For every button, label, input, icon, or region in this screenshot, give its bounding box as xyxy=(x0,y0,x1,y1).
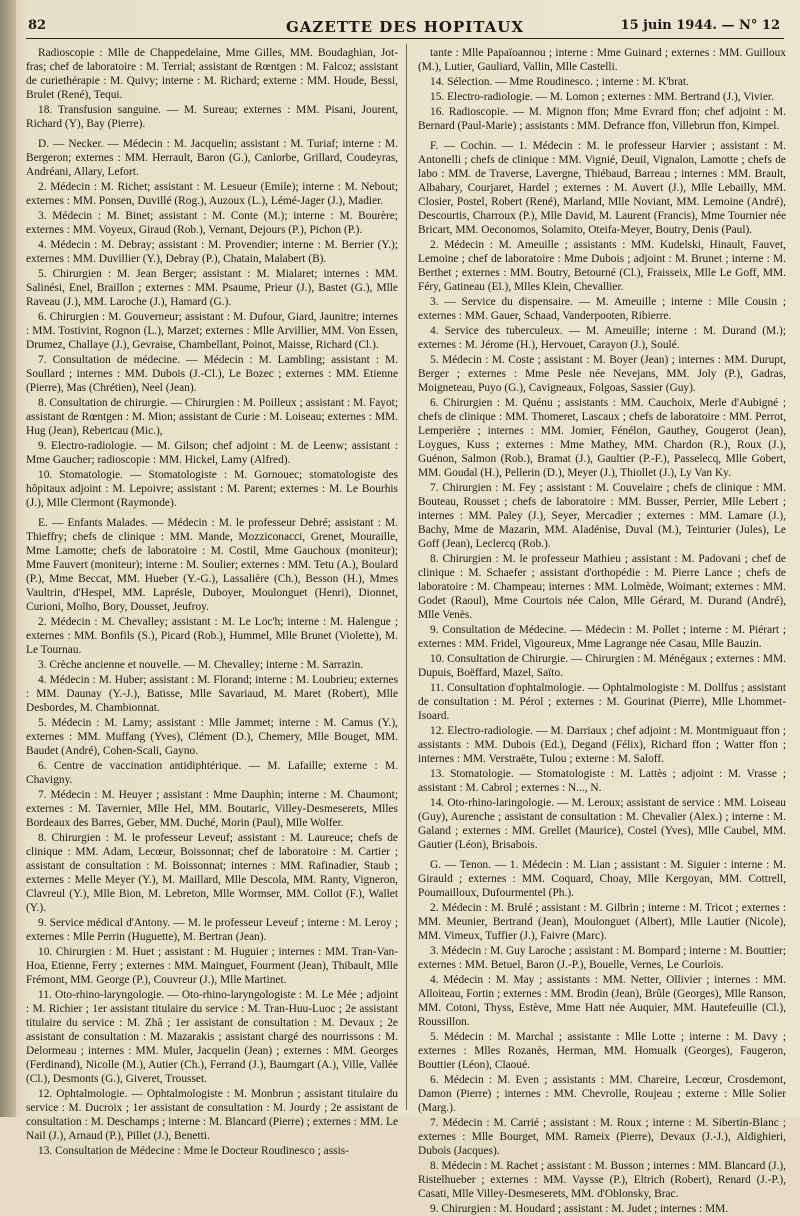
service-paragraph: 10. Stomatologie. — Stomatologiste : M. Gornouec; stomatologiste des hôpitaux adjoint : M. Lepoivre; assistant : M. Parent; externes : M. Le Bourhis (J.), Mlle Clermont (Raymonde). xyxy=(26,469,398,509)
left-column xyxy=(26,46,398,1157)
service-paragraph: 9. Service médical d'Antony. — M. le professeur Leveuf ; interne : M. Leroy ; externes : Mlle Perrin (Huguette), M. Bertran (Jean). xyxy=(26,917,398,943)
service-paragraph: 7. Médecin : M. Carrié ; assistant : M. Roux ; interne : M. Sibertin-Blanc ; externes : Mlle Bourget, MM. Rameix (Pierre), Devaux (J.-J.), Aldighieri, Dubois (Jacques). xyxy=(418,1117,786,1157)
section-paragraph: F. — Cochin. — 1. Médecin : M. le professeur Harvier ; assistant : M. Antonelli ; chefs de clinique : MM. Vignié, Deuil, Vignalon, Lamotte ; chefs de labo : MM. de Traverse, Lavergne, Thiébaud, Barreau ; internes : MM. Brault, Albahary, Courjaret, Hardel ; externes : M. Auvert (J.), Mlle Lebailly, MM. Closier, Postel, Robert (René), Marland, Mlle Noviant, MM. Lemoine (André), Descourtis, Charroux (P.), Mlle David, M. Laurent (Francis), Mme Tournier née Bricart, MM. Oeconomos, Solamito, Oteifa-Meyer, Boutry, Denis (Paul). xyxy=(418,140,786,236)
right-column xyxy=(418,46,786,1215)
page-number: 82 xyxy=(28,18,47,33)
service-paragraph: 6. Chirurgien : M. Quénu ; assistants : MM. Cauchoix, Merle d'Aubigné ; chefs de clinique : MM. Thomeret, Lascaux ; chefs de laboratoire : MM. Perrot, Lemperière ; internes : MM. Jomier, Fénélon, Gauthey, Gougerot (Jean), Loygues, Kuss ; externes : Mme Mathey, MM. Chardon (R.), Roux (J.), Guénon, Salmon (Rob.), Bramat (J.), Gaultier (P.-F.), Passelecq, Mlle Gobert, MM. Goudal (H.), Pellerin (D.), Meyer (J.), Thiollet (J.), Ly Van Ky. xyxy=(418,397,786,479)
issue-date: 15 juin 1944. — N° 12 xyxy=(620,18,780,33)
service-paragraph: 2. Médecin : M. Richet; assistant : M. Lesueur (Emile); interne : M. Nebout; externes : MM. Ponsen, Duvillé (Rog.), Auzoux (L.), Lémé-Jager (J.), Madier. xyxy=(26,181,398,207)
service-paragraph: 15. Electro-radiologie. — M. Lomon ; externes : MM. Bertrand (J.), Vivier. xyxy=(430,91,774,103)
journal-title: GAZETTE DES HOPITAUX xyxy=(285,18,524,36)
service-paragraph: 9. Consultation de Médecine. — Médecin : M. Pollet ; interne : M. Piérart ; externes : MM. Fridel, Vigoureux, Mme Lagrange née Casau, Mlle Bauzin. xyxy=(418,624,786,650)
service-paragraph: 6. Médecin : M. Even ; assistants : MM. Chareire, Lecœur, Crosdemont, Damon (Pierre) ; internes : MM. Chevrolle, Roujeau ; externe : Mlle Solier (Marg.). xyxy=(418,1074,786,1114)
service-paragraph: 11. Oto-rhino-laryngologie. — Oto-rhino-laryngologiste : M. Le Mée ; adjoint : M. Richier ; 1er assistant titulaire du service : M. Tran-Huu-Luoc ; 2e assistant titulaire du service : M. Zhâ ; 1er assistant de consultation : M. Devaux ; 2e assistant de consultation : M. Mazarakis ; assistant chargé des nourrissons : M. Delormeau ; internes : MM. Muler, Jacquelin (Jean) ; externes : MM. Georges (Ferdinand), Nicolle (M.), Autier (Ch.), Ferrand (J.), Baumgart (A.), Ville, Vallée (Cl.), Desmonts (G.), Giveret, Trousset. xyxy=(26,989,398,1085)
service-paragraph: 6. Centre de vaccination antidiphtérique. — M. Lafaille; externe : M. Chavigny. xyxy=(26,760,398,786)
service-paragraph: 7. Chirurgien : M. Fey ; assistant : M. Couvelaire ; chefs de clinique : MM. Bouteau, Rousset ; chefs de laboratoire : MM. Busser, Perrier, Mlle Lebert ; internes : MM. Paley (J.), Seyer, Mercadier ; externes : MM. Lamare (J.), Bachy, Mme de Mazarin, MM. Aladénise, Duval (M.), Teinturier (Jules), Le Goff (Jean), Leclercq (Rob.). xyxy=(418,482,786,550)
service-paragraph: 8. Chirurgien : M. le professeur Leveuf; assistant : M. Laureuce; chefs de clinique : MM. Adam, Lecœur, Boissonnat; chef de laboratoire : M. Cartier ; assistant de consultation : M. Boissonnat; internes : MM. Rafinadier, Staub ; externes : Melle Meyer (Y.), M. Maillard, Mlle Descola, MM. Ranty, Vigneron, Clavreul (Y.), Mlle Bion, M. Lebreton, Mlle Wormser, MM. Collot (F.), Wallet (Y.). xyxy=(26,832,398,914)
service-paragraph: 9. Electro-radiologie. — M. Gilson; chef adjoint : M. de Leenw; assistant : Mme Gaucher; radioscopie : MM. Hickel, Lamy (Alfred). xyxy=(26,440,398,466)
section-paragraph: G. — Tenon. — 1. Médecin : M. Lian ; assistant : M. Siguier : interne : M. Girauld ; externes : MM. Coquard, Choay, Mlle Kergoyan, MM. Cottrell, Poumailloux, Dufourmentel (Ph.). xyxy=(418,859,786,899)
service-paragraph: 3. — Service du dispensaire. — M. Ameuille ; interne : Mlle Cousin ; externes : MM. Gauer, Schaad, Vanderpooten, Ribierre. xyxy=(418,296,786,322)
section-paragraph: D. — Necker. — Médecin : M. Jacquelin; assistant : M. Turiaf; interne : M. Bergeron; externes : MM. Herrault, Baron (G.), Canlorbe, Grillard, Coudeyras, Andréani, Allary, Lefort. xyxy=(26,138,398,178)
service-paragraph: 14. Sélection. — Mme Roudinesco. ; interne : M. K'brat. xyxy=(430,76,689,88)
service-paragraph: 5. Médecin : M. Marchal ; assistante : Mlle Lotte ; interne : M. Davy ; externes : Mlles Rozanès, Herman, MM. Homualk (Georges), Faugeron, Bouttier (Léon), Claoué. xyxy=(418,1031,786,1071)
service-paragraph: tante : Mlle Papaïoannou ; interne : Mme Guinard ; externes : MM. Guilloux (M.), Lutier, Gauliard, Vallin, Mlle Castelli. xyxy=(418,47,786,73)
page-header xyxy=(26,10,784,39)
service-paragraph: 6. Chirurgien : M. Gouverneur; assistant : M. Dufour, Giard, Jaunitre; internes : MM. Tostivint, Rognon (L.), Marzet; externes : Mlle Arvillier, MM. Von Essen, Drumez, Challaye (J.), Gevraise, Chambellant, Poinot, Maisse, Richard (Cl.). xyxy=(26,311,398,351)
service-paragraph: 4. Médecin : M. Huber; assistant : M. Florand; interne : M. Loubrieu; externes : MM. Daunay (Y.-J.), Batisse, Mlle Savariaud, M. Maret (Robert), Mlle Desbordes, M. Chambionnat. xyxy=(26,674,398,714)
service-paragraph: 11. Consultation d'ophtalmologie. — Ophtalmologiste : M. Dollfus ; assistant de consultation : M. Pérol ; externes : M. Gourinat (Pierre), Mlle Lhommet-Isoard. xyxy=(418,682,786,722)
service-paragraph: 16. Radioscopie. — M. Mignon ffon; Mme Evrard ffon; chef adjoint : M. Bernard (Paul-Marie) ; assistants : MM. Defrance ffon, Villebrun ffon, Kimpel. xyxy=(418,106,786,132)
service-paragraph: 12. Ophtalmologie. — Ophtalmologiste : M. Monbrun ; assistant titulaire du service : M. Ducroix ; 1er assistant de consultation : M. Jourdy ; 2e assistant de consultation : M. Deschamps ; interne : M. Blancard (Pierre) ; externes : MM. Le Nail (J.), Arnaud (P.), Pillet (J.), Benetti. xyxy=(26,1088,398,1142)
service-paragraph: Radioscopie : Mlle de Chappedelaine, Mme Gilles, MM. Boudaghian, Jot-fras; chef de laboratoire : M. Terrial; assistant de Rœntgen : M. Falcoz; assistant de curiethérapie : M. Quivy; interne : M. Richard; externe : MM. Houde, Bessi, Brulet (René), Tequi. xyxy=(26,47,398,101)
service-paragraph: 12. Electro-radiologie. — M. Darriaux ; chef adjoint : M. Montmiguaut ffon ; assistants : MM. Dubois (Ed.), Degand (Félix), Richard ffon ; Watter ffon ; internes : MM. Verstraëte, Tulou ; externe : M. Saloff. xyxy=(418,725,786,765)
service-paragraph: 9. Chirurgien : M. Houdard ; assistant : M. Judet ; internes : MM. xyxy=(430,1203,729,1215)
service-paragraph: 8. Chirurgien : M. le professeur Mathieu ; assistant : M. Padovani ; chef de clinique : M. Schaefer ; assistant d'orthopédie : M. Pierre Lance ; chefs de laboratoire : M. Champeau; internes : MM. Lolmède, Woimant; externes : MM. Godet (Raoul), Mme Courtois née Calon, Mlle Gérard, M. Durand (André), Mlle Venès. xyxy=(418,553,786,621)
service-paragraph: 4. Médecin : M. May ; assistants : MM. Netter, Ollivier ; internes : MM. Alloiteau, Fortin ; externes : MM. Brodin (Jean), Brûle (Georges), Mlle Ranson, MM. Cotoni, Thyss, Estève, Mme Hatt née Auquier, MM. Hautefeuille (Cl.), Roussillon. xyxy=(418,974,786,1028)
section-paragraph: E. — Enfants Malades. — Médecin : M. le professeur Debré; assistant : M. Thieffry; chefs de clinique : MM. Mande, Mozziconacci, Grenet, Mouraille, Mme Lamotte; chefs de laboratoire : M. Costil, Mme Gauchoux (moniteur); Mme Fauvert (moniteur); interne : M. Soulier; externes : MM. Tetu (A.), Boulard (P.), Mme Beccat, MM. Hueber (Y.-G.), Lassalière (Ch.), Besson (H.), Mmes Vaultrin, d'Hespel, MM. Laprésle, Duboyer, Moulonguet (Henri), Dionnet, Curioni, Molho, Bory, Dousset, Jeufroy. xyxy=(26,517,398,613)
service-paragraph: 14. Oto-rhino-laringologie. — M. Leroux; assistant de service : MM. Loiseau (Guy), Aurenche ; assistant de consultation : M. Chevalier (Alex.) ; interne : M. Galand ; externes : MM. Grellet (Maurice), Costel (Yves), Mlle Caubel, MM. Gautier (Léon), Brisabois. xyxy=(418,797,786,851)
service-paragraph: 13. Stomatologie. — Stomatologiste : M. Lattès ; adjoint : M. Vrasse ; assistant : M. Cabrol ; externes : N..., N. xyxy=(418,768,786,794)
service-paragraph: 5. Médecin : M. Lamy; assistant : Mlle Jammet; interne : M. Camus (Y.), externes : MM. Muffang (Yves), Clément (D.), Chemery, Mlle Bouget, MM. Baudet (André), Cohen-Scali, Gayno. xyxy=(26,717,398,757)
page-binding-edge xyxy=(0,0,16,1117)
service-paragraph: 7. Consultation de médecine. — Médecin : M. Lambling; assistant : M. Soullard ; internes : MM. Dubois (J.-Cl.), Le Bozec ; externes : MM. Etienne (Pierre), Mas (Chrétien), Neel (Jean). xyxy=(26,354,398,394)
service-paragraph: 3. Médecin : M. Binet; assistant : M. Conte (M.); interne : M. Bourère; externes : MM. Voyeux, Giraud (Rob.), Vernant, Dejours (P.), Pichon (P.). xyxy=(26,210,398,236)
service-paragraph: 2. Médecin : M. Chevalley; assistant : M. Le Loc'h; interne : M. Halengue ; externes : MM. Bonfils (S.), Picard (Rob.), Hummel, Mlle Brunet (Violette), M. Le Tournau. xyxy=(26,616,398,656)
service-paragraph: 7. Médecin : M. Heuyer ; assistant : Mme Dauphin; interne : M. Chaumont; externes : M. Tavernier, Mlle Hel, MM. Boutaric, Villey-Desmeserets, Mlles Bordeaux des Barres, Geber, MM. Duché, Morin (Paul), Mlle Wolfer. xyxy=(26,789,398,829)
service-paragraph: 4. Service des tuberculeux. — M. Ameuille; interne : M. Durand (M.); externes : M. Jérome (H.), Hervouet, Carayon (J.), Soulé. xyxy=(418,325,786,351)
service-paragraph: 10. Consultation de Chirurgie. — Chirurgien : M. Ménégaux ; externes : MM. Dupuis, Boëffard, Mazel, Saïto. xyxy=(418,653,786,679)
service-paragraph: 3. Médecin : M. Guy Laroche ; assistant : M. Bompard ; interne : M. Bouttier; externes : MM. Betuel, Baron (J.-P.), Bouelle, Vernes, Le Courlois. xyxy=(418,945,786,971)
service-paragraph: 10. Chirurgien : M. Huet ; assistant : M. Huguier ; internes : MM. Tran-Van-Hoa, Etienne, Ferry ; externes : MM. Mainguet, Fourment (Jean), Thibault, Mlle Frémont, MM. George (P.), Couvreur (J.), Mlle Martinet. xyxy=(26,946,398,986)
service-paragraph: 13. Consultation de Médecine : Mme le Docteur Roudinesco ; assis- xyxy=(38,1145,349,1157)
service-paragraph: 2. Médecin : M. Ameuille ; assistants : MM. Kudelski, Hinault, Fauvet, Lemoine ; chef de laboratoire : Mme Dubois ; adjoint : M. Brunet ; interne : M. Berthet ; externes : MM. Boutry, Betourné (Cl.), Fraisseix, Mlle Le Goff, MM. Féry, Gatineau (El.), Mlles Klein, Chevallier. xyxy=(418,239,786,293)
service-paragraph: 2. Médecin : M. Brulé ; assistant : M. Gilbrin ; interne : M. Tricot ; externes : MM. Meunier, Bertrand (Jean), Moulonguet (Albert), Mlle Lautier (Nicole), MM. Vimeux, Tuffier (J.), Faivre (Marc). xyxy=(418,902,786,942)
service-paragraph: 4. Médecin : M. Debray; assistant : M. Provendier; interne : M. Berrier (Y.); externes : MM. Duvillier (Y.), Debray (P.), Chatain, Malabert (B). xyxy=(26,239,398,265)
service-paragraph: 5. Chirurgien : M. Jean Berger; assistant : M. Mialaret; internes : MM. Salinési, Enel, Braillon ; externes : MM. Psaume, Prieur (J.), Bastet (G.), Mlle Raveau (J.), MM. Laroche (J.), Hamard (G.). xyxy=(26,268,398,308)
column-divider xyxy=(406,44,407,1110)
service-paragraph: 8. Médecin : M. Rachet ; assistant : M. Busson ; internes : MM. Blancard (J.), Ristelhueber ; externes : MM. Vaysse (P.), Eltrich (Robert), Renard (J.-P.), Casati, Mlle Villey-Desmeserets, MM. d'Oblonsky, Brac. xyxy=(418,1160,786,1200)
service-paragraph: 3. Crèche ancienne et nouvelle. — M. Chevalley; interne : M. Sarrazin. xyxy=(38,659,364,671)
service-paragraph: 8. Consultation de chirurgie. — Chirurgien : M. Poilleux ; assistant : M. Fayot; assistant de Rœntgen : M. Mion; assistant de Curie : M. Loiseau; externes : MM. Hug (Jean), Rebertcau (Mic.), xyxy=(26,397,398,437)
service-paragraph: 5. Médecin : M. Coste ; assistant : M. Boyer (Jean) ; internes : MM. Durupt, Berger ; externes : Mme Pesle née Nevejans, MM. Joly (P.), Gadras, Moigneteau, Puyo (G.), Cavigneaux, Folgoas, Sassier (Guy). xyxy=(418,354,786,394)
service-paragraph: 18. Transfusion sanguine. — M. Sureau; externes : MM. Pisani, Jourent, Richard (Y), Bay (Pierre). xyxy=(26,104,398,130)
